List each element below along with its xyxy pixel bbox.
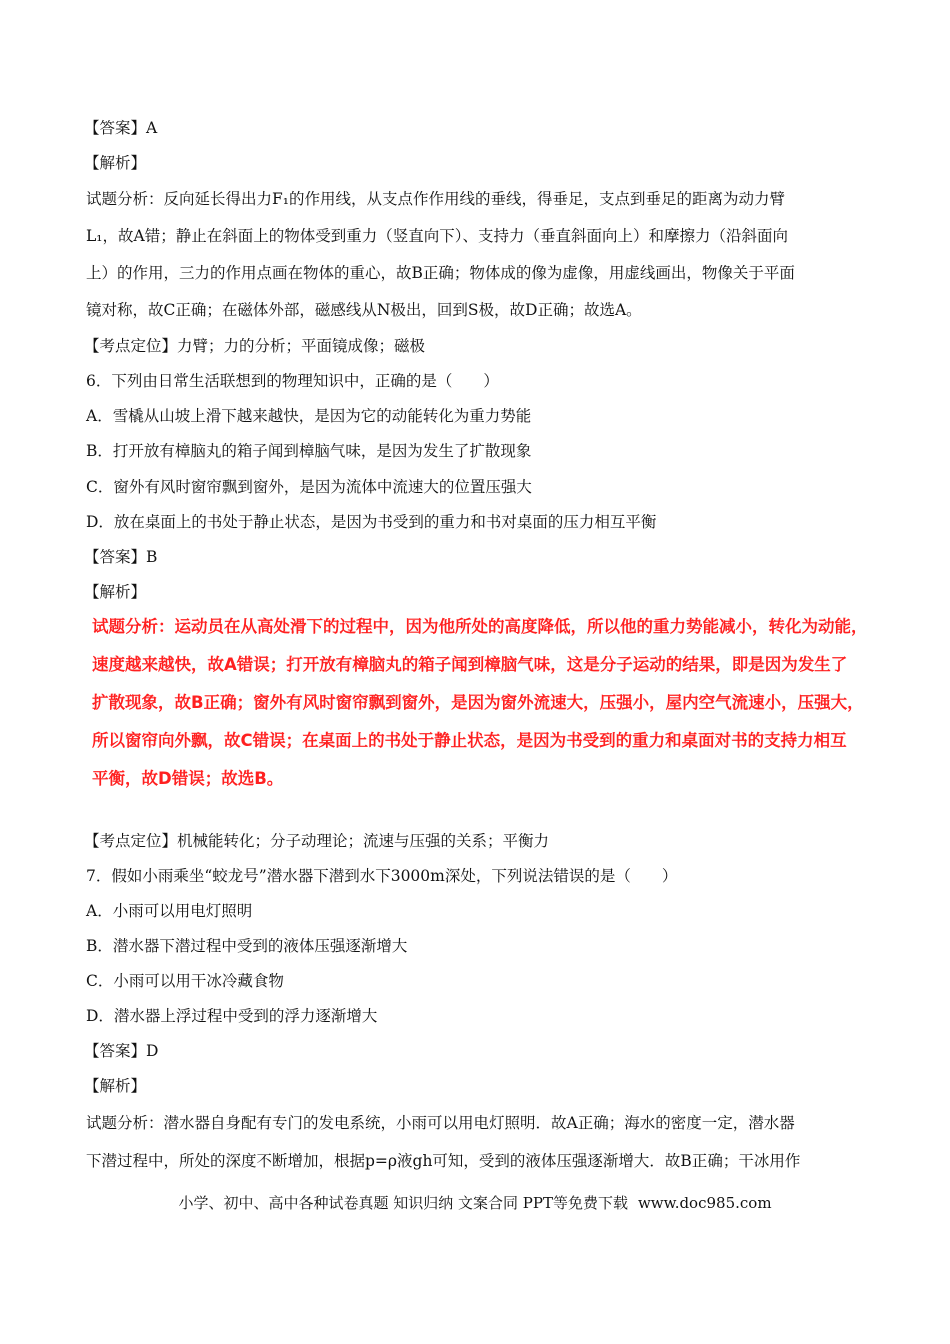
option-a: A．小雨可以用电灯照明 xyxy=(86,902,253,920)
analysis-label: 【解析】 xyxy=(84,154,147,172)
option-b: B．打开放有樟脑丸的箱子闻到樟脑气味，是因为发生了扩散现象 xyxy=(86,442,532,460)
option-c: C．小雨可以用干冰冷藏食物 xyxy=(86,972,284,990)
page-footer xyxy=(0,1192,950,1213)
question-stem: 7．假如小雨乘坐“蛟龙号”潜水器下潜到水下3000m深处，下列说法错误的是（ ） xyxy=(86,867,678,885)
analysis-label: 【解析】 xyxy=(84,583,147,601)
footer-link[interactable]: www.doc985.com xyxy=(637,1194,772,1212)
analysis-text-red: 速度越来越快，故A错误；打开放有樟脑丸的箱子闻到樟脑气味，这是分子运动的结果，即是因为发生了 xyxy=(92,655,848,674)
analysis-text-red: 试题分析：运动员在从高处滑下的过程中，因为他所处的高度降低，所以他的重力势能减小，转化为动能， xyxy=(92,617,868,636)
analysis-text: 镜对称，故C正确；在磁体外部，磁感线从N极出，回到S极，故D正确；故选A。 xyxy=(86,301,642,319)
analysis-text: 上）的作用，三力的作用点画在物体的重心，故B正确；物体成的像为虚像，用虚线画出，物像关于平面 xyxy=(86,264,795,282)
kaodian-label: 【考点定位】机械能转化；分子动理论；流速与压强的关系；平衡力 xyxy=(84,832,550,850)
kaodian-label: 【考点定位】力臂；力的分析；平面镜成像；磁极 xyxy=(84,337,426,355)
answer-label: 【答案】A xyxy=(84,119,158,137)
footer-text: 小学、初中、高中各种试卷真题 知识归纳 文案合同 PPT等免费下载 xyxy=(178,1194,628,1212)
analysis-text: 试题分析：反向延长得出力F₁的作用线，从支点作作用线的垂线，得垂足，支点到垂足的距离为动力臂 xyxy=(86,190,785,208)
answer-label: 【答案】D xyxy=(84,1042,159,1060)
answer-label: 【答案】B xyxy=(84,548,158,566)
option-c: C．窗外有风时窗帘飘到窗外，是因为流体中流速大的位置压强大 xyxy=(86,478,532,496)
analysis-text: 试题分析：潜水器自身配有专门的发电系统，小雨可以用电灯照明．故A正确；海水的密度一定，潜水器 xyxy=(86,1114,795,1132)
option-d: D．放在桌面上的书处于静止状态，是因为书受到的重力和书对桌面的压力相互平衡 xyxy=(86,513,657,531)
analysis-text: L₁，故A错；静止在斜面上的物体受到重力（竖直向下）、支持力（垂直斜面向上）和摩擦力（沿斜面向 xyxy=(86,227,788,245)
option-b: B．潜水器下潜过程中受到的液体压强逐渐增大 xyxy=(86,937,408,955)
analysis-text-red: 所以窗帘向外飘，故C错误；在桌面上的书处于静止状态，是因为书受到的重力和桌面对书的支持力相互 xyxy=(92,731,847,750)
option-d: D．潜水器上浮过程中受到的浮力逐渐增大 xyxy=(86,1007,378,1025)
analysis-text-red: 扩散现象，故B正确；窗外有风时窗帘飘到窗外，是因为窗外流速大，压强小，屋内空气流速小，压强大， xyxy=(92,693,864,712)
analysis-label: 【解析】 xyxy=(84,1077,147,1095)
question-stem: 6．下列由日常生活联想到的物理知识中，正确的是（ ） xyxy=(86,372,499,390)
analysis-text: 下潜过程中，所处的深度不断增加，根据p=ρ液gh可知，受到的液体压强逐渐增大．故B正确；干冰用作 xyxy=(86,1152,801,1170)
analysis-text-red: 平衡，故D错误；故选B。 xyxy=(92,769,284,788)
option-a: A．雪橇从山坡上滑下越来越快，是因为它的动能转化为重力势能 xyxy=(86,407,532,425)
